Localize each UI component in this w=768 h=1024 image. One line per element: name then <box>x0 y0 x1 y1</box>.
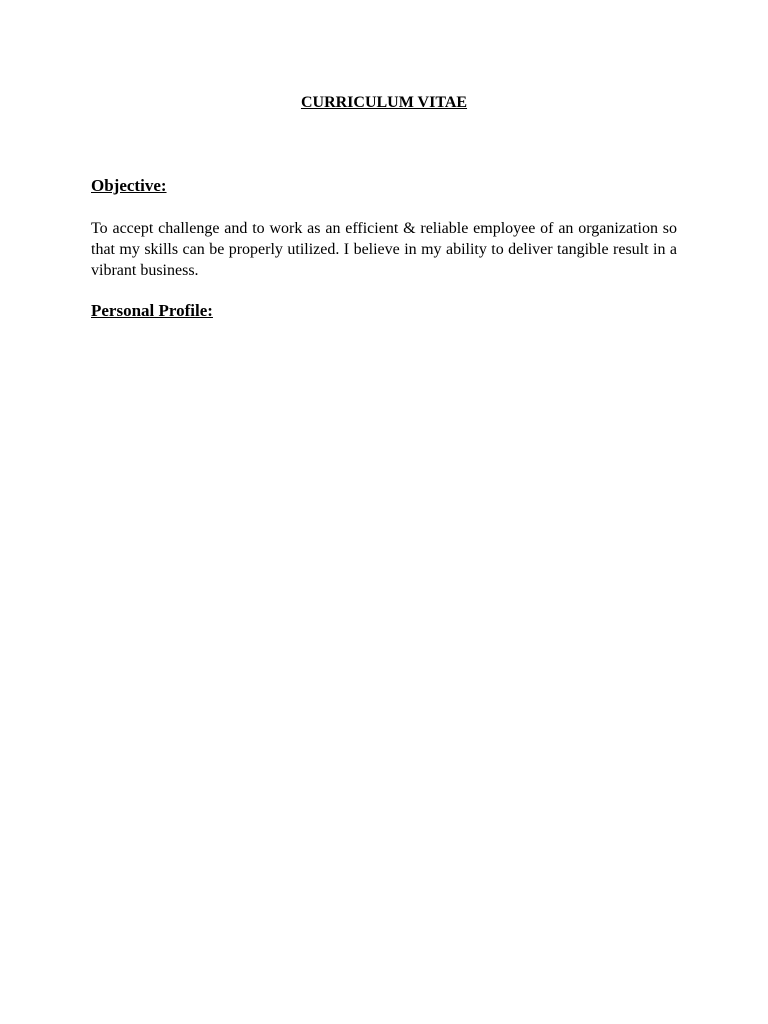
document-title: CURRICULUM VITAE <box>300 94 468 111</box>
objective-text: To accept challenge and to work as an efficient & reliable employee of an organization so that my skills can be properly utilized. I believe in my ability to deliver tangible result in a vibrant business. <box>91 220 677 279</box>
personal-profile-heading: Personal Profile: <box>91 301 213 320</box>
objective-heading: Objective: <box>91 176 167 195</box>
